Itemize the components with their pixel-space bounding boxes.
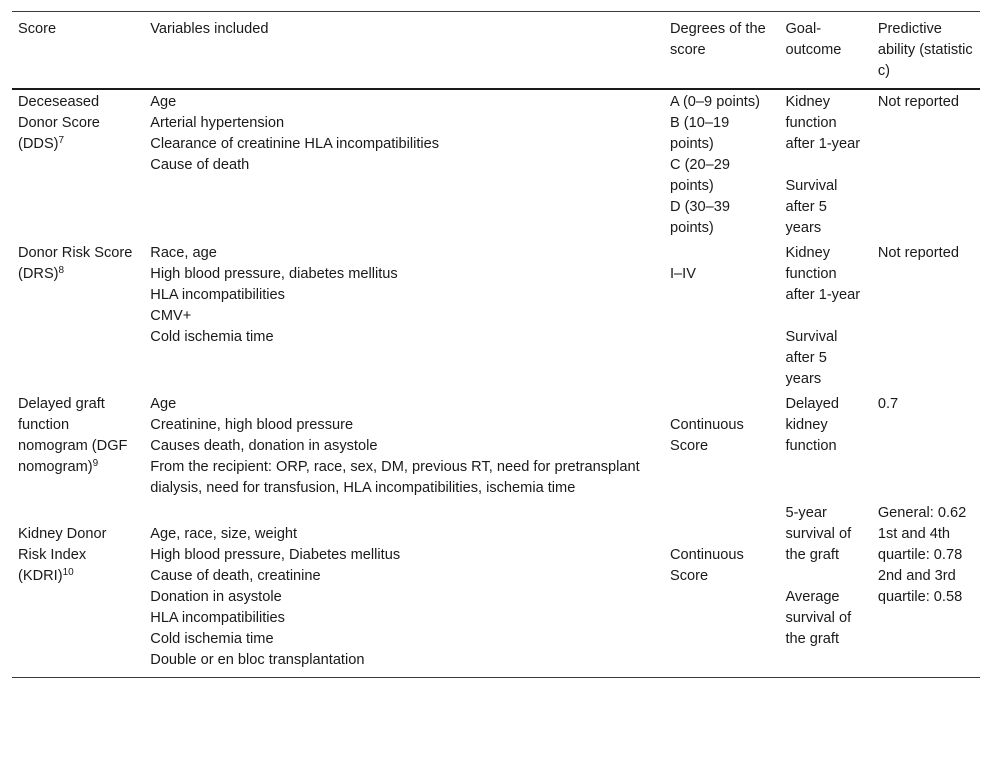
variable-item: Clearance of creatinine HLA incompatibilities <box>150 136 440 152</box>
degree-item: D (30–39 points) <box>669 199 731 236</box>
variable-item: Double or en bloc transplantation <box>150 652 365 668</box>
table-row <box>12 392 980 501</box>
spacer <box>785 306 865 327</box>
predictive-item: General: 0.62 <box>877 505 967 521</box>
goal-item: Delayed kidney function <box>785 396 839 454</box>
table-row <box>12 501 980 678</box>
predictive-cell <box>872 501 980 678</box>
goal-cell <box>779 241 871 392</box>
degree-item: Continuous Score <box>669 417 744 454</box>
variables-cell <box>144 501 664 678</box>
variable-item: Age, race, size, weight <box>150 526 298 542</box>
header-variables: Variables included <box>144 12 664 90</box>
header-goal: Goal-outcome <box>779 12 871 90</box>
degree-item: A (0–9 points) <box>669 94 761 110</box>
reference-number: 7 <box>58 135 65 146</box>
header-score: Score <box>12 12 144 90</box>
degrees-cell <box>664 501 779 678</box>
degree-item: Continuous Score <box>669 547 744 584</box>
variable-item: HLA incompatibilities <box>150 610 285 626</box>
degree-item: B (10–19 points) <box>669 115 730 152</box>
variable-item: Cause of death <box>150 157 250 173</box>
variable-item: CMV+ <box>150 308 192 324</box>
predictive-cell: Not reported <box>877 94 959 110</box>
goal-item: Survival after 5 years <box>785 329 838 387</box>
score-cell <box>12 501 144 678</box>
variable-item: Causes death, donation in asystole <box>150 438 378 454</box>
variable-item: Arterial hypertension <box>150 115 285 131</box>
score-name: Deceseased Donor Score (DDS) <box>18 94 100 152</box>
score-cell <box>12 392 144 501</box>
variable-item: Race, age <box>150 245 217 261</box>
goal-cell <box>779 501 871 678</box>
variable-item: Cold ischemia time <box>150 631 274 647</box>
score-name: Delayed graft function nomogram (DGF nomogram) <box>18 396 128 475</box>
table-header-row <box>12 12 980 90</box>
header-degrees: Degrees of the score <box>664 12 779 90</box>
variable-item: High blood pressure, Diabetes mellitus <box>150 547 401 563</box>
score-cell <box>12 89 144 241</box>
variable-item: Creatinine, high blood pressure <box>150 417 354 433</box>
predictive-cell: 0.7 <box>877 396 899 412</box>
score-name: Kidney Donor Risk Index (KDRI) <box>18 526 107 584</box>
variables-cell <box>144 89 664 241</box>
variable-item: From the recipient: ORP, race, sex, DM, previous RT, need for pretransplant dialysis, need for transfusion, HLA incompatibilities, ischemia time <box>150 459 640 496</box>
reference-number: 8 <box>58 265 65 276</box>
table-row <box>12 241 980 392</box>
score-cell <box>12 241 144 392</box>
variable-item: HLA incompatibilities <box>150 287 285 303</box>
predictive-cell: Not reported <box>877 245 959 261</box>
donor-score-table <box>12 11 980 678</box>
variable-item: Age <box>150 94 177 110</box>
degrees-cell <box>664 89 779 241</box>
goal-cell <box>779 89 871 241</box>
degrees-cell <box>664 392 779 501</box>
variable-item: Cold ischemia time <box>150 329 274 345</box>
variable-item: Age <box>150 396 177 412</box>
table-row <box>12 89 980 241</box>
goal-item: Kidney function after 1-year <box>785 94 861 152</box>
predictive-item: 2nd and 3rd quartile: 0.58 <box>877 568 963 605</box>
goal-item: Survival after 5 years <box>785 178 838 236</box>
spacer <box>785 155 865 176</box>
variable-item: Donation in asystole <box>150 589 282 605</box>
header-predictive: Predictive ability (statistic c) <box>872 12 980 90</box>
goal-item: 5-year survival of the graft <box>785 505 852 563</box>
variables-cell <box>144 392 664 501</box>
spacer <box>785 566 865 587</box>
variable-item: Cause of death, creatinine <box>150 568 321 584</box>
variable-item: High blood pressure, diabetes mellitus <box>150 266 398 282</box>
score-name: Donor Risk Score (DRS) <box>18 245 133 282</box>
goal-cell <box>779 392 871 501</box>
degrees-cell <box>664 241 779 392</box>
reference-number: 9 <box>92 458 99 469</box>
predictive-item: 1st and 4th quartile: 0.78 <box>877 526 963 563</box>
degree-item: I–IV <box>669 266 696 282</box>
goal-item: Average survival of the graft <box>785 589 852 647</box>
goal-item: Kidney function after 1-year <box>785 245 861 303</box>
degree-item: C (20–29 points) <box>669 157 731 194</box>
variables-cell <box>144 241 664 392</box>
reference-number: 10 <box>62 567 74 578</box>
